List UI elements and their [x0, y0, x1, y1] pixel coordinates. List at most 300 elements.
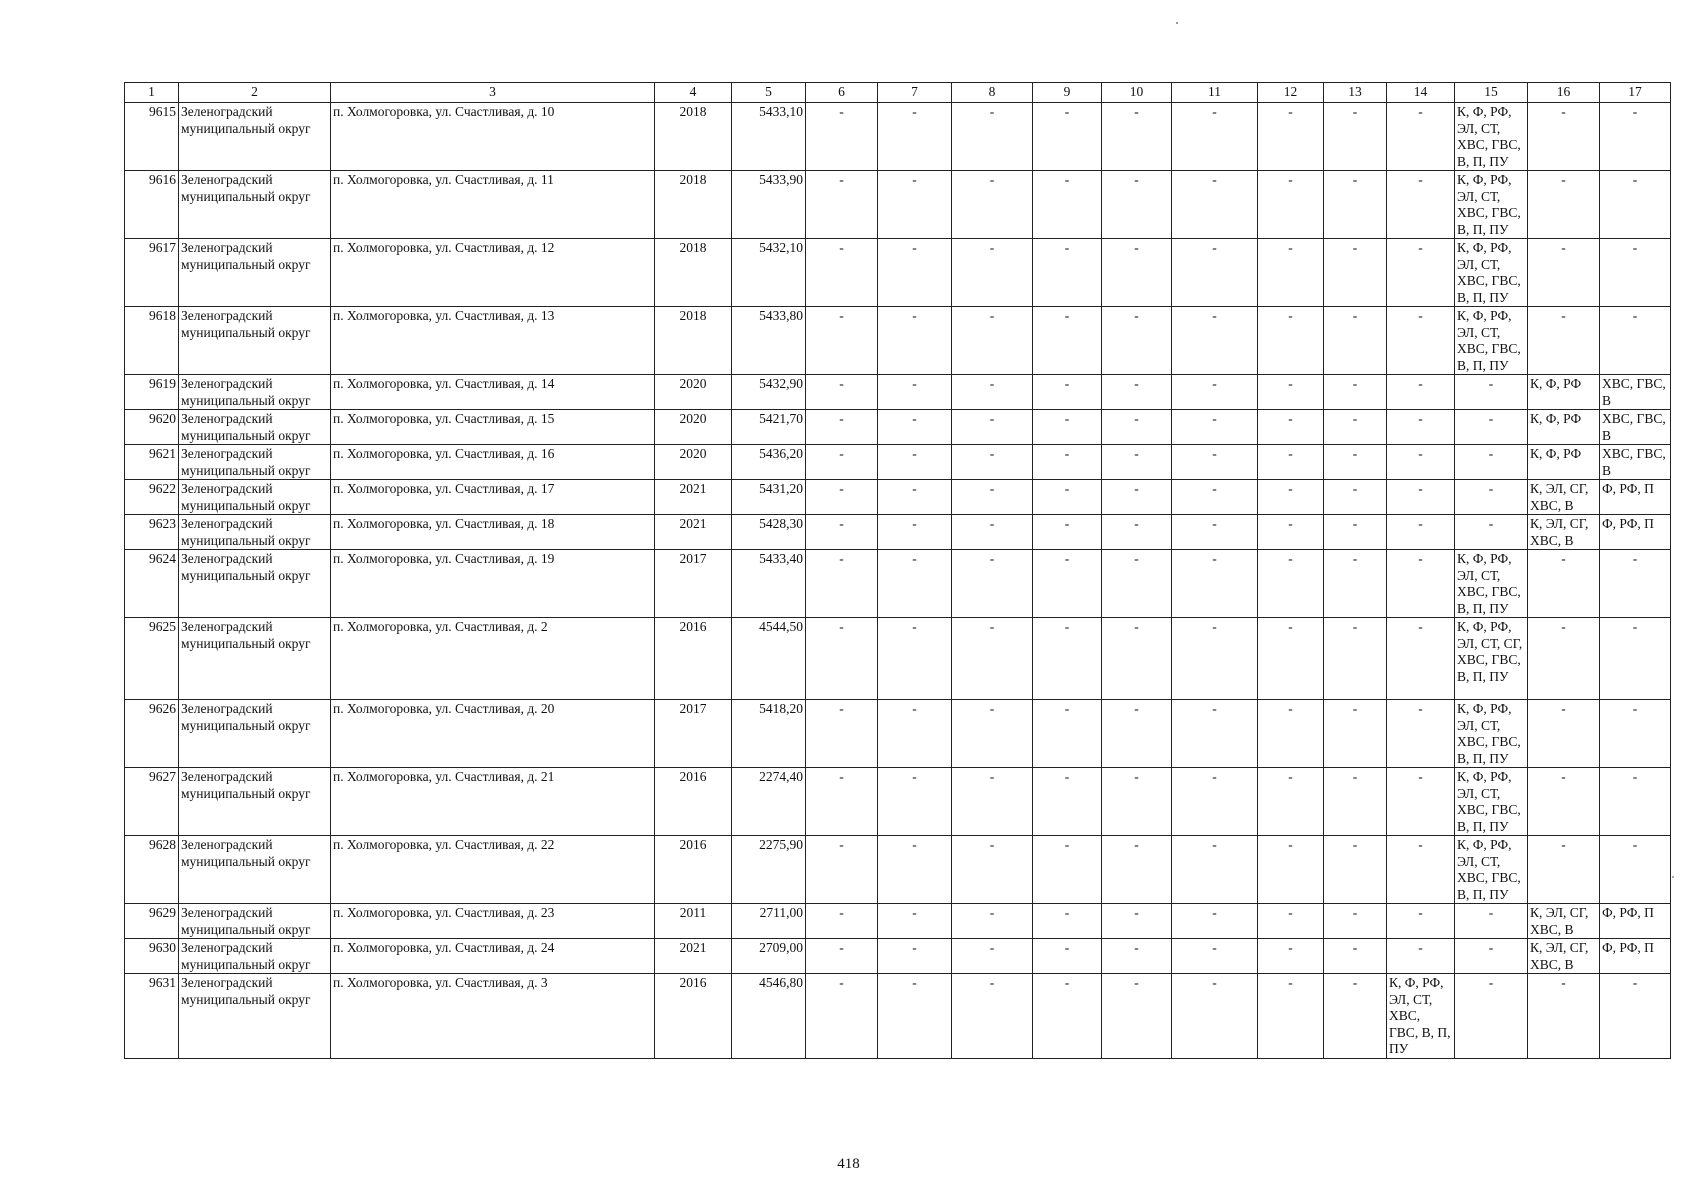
- row-number-cell: 9623: [125, 515, 179, 550]
- work-type-cell: -: [1102, 375, 1172, 410]
- area-cell: 5432,90: [732, 375, 806, 410]
- work-type-cell: -: [1258, 375, 1324, 410]
- work-type-cell: -: [1102, 239, 1172, 307]
- row-number-cell: 9618: [125, 307, 179, 375]
- work-type-cell: -: [1102, 171, 1172, 239]
- table-row: [125, 410, 1671, 445]
- area-cell: 2274,40: [732, 768, 806, 836]
- table-row: [125, 375, 1671, 410]
- area-cell: 5418,20: [732, 700, 806, 768]
- table-row: [125, 618, 1671, 700]
- year-cell: 2020: [655, 410, 732, 445]
- work-type-cell: -: [1324, 410, 1387, 445]
- work-type-cell: -: [1324, 618, 1387, 700]
- work-type-cell: -: [1324, 974, 1387, 1059]
- work-type-cell: -: [1033, 307, 1102, 375]
- table-body: [125, 103, 1671, 1059]
- work-type-cell: -: [1258, 836, 1324, 904]
- work-type-cell: -: [1600, 700, 1671, 768]
- column-header: 3: [331, 83, 655, 103]
- year-cell: 2016: [655, 836, 732, 904]
- work-type-cell: -: [1387, 550, 1455, 618]
- row-number-cell: 9621: [125, 445, 179, 480]
- work-type-cell: -: [1324, 171, 1387, 239]
- row-number-cell: 9628: [125, 836, 179, 904]
- work-type-cell: -: [1102, 515, 1172, 550]
- table-row: [125, 904, 1671, 939]
- work-type-cell: -: [1528, 618, 1600, 700]
- district-cell: Зеленоградский муниципальный округ: [179, 307, 331, 375]
- column-header: 15: [1455, 83, 1528, 103]
- address-cell: п. Холмогоровка, ул. Счастливая, д. 17: [331, 480, 655, 515]
- work-type-cell: -: [1455, 480, 1528, 515]
- year-cell: 2021: [655, 515, 732, 550]
- area-cell: 2711,00: [732, 904, 806, 939]
- work-type-cell: -: [878, 768, 952, 836]
- area-cell: 5433,90: [732, 171, 806, 239]
- work-type-cell: Ф, РФ, П: [1600, 480, 1671, 515]
- row-number-cell: 9626: [125, 700, 179, 768]
- work-type-cell: -: [806, 480, 878, 515]
- work-type-cell: -: [1324, 700, 1387, 768]
- area-cell: 2275,90: [732, 836, 806, 904]
- work-type-cell: К, Ф, РФ: [1528, 445, 1600, 480]
- district-cell: Зеленоградский муниципальный округ: [179, 445, 331, 480]
- work-type-cell: -: [952, 239, 1033, 307]
- work-type-cell: -: [1172, 768, 1258, 836]
- year-cell: 2018: [655, 239, 732, 307]
- work-type-cell: -: [1258, 768, 1324, 836]
- work-type-cell: Ф, РФ, П: [1600, 939, 1671, 974]
- work-type-cell: -: [1258, 445, 1324, 480]
- column-header: 16: [1528, 83, 1600, 103]
- work-type-cell: -: [878, 103, 952, 171]
- work-type-cell: -: [1172, 103, 1258, 171]
- address-cell: п. Холмогоровка, ул. Счастливая, д. 12: [331, 239, 655, 307]
- work-type-cell: -: [878, 939, 952, 974]
- column-header: 5: [732, 83, 806, 103]
- work-type-cell: -: [1600, 550, 1671, 618]
- work-type-cell: -: [1102, 974, 1172, 1059]
- work-type-cell: -: [1258, 974, 1324, 1059]
- work-type-cell: -: [1324, 445, 1387, 480]
- work-type-cell: -: [1172, 410, 1258, 445]
- work-type-cell: -: [1172, 618, 1258, 700]
- row-number-cell: 9625: [125, 618, 179, 700]
- district-cell: Зеленоградский муниципальный округ: [179, 700, 331, 768]
- work-type-cell: -: [1172, 375, 1258, 410]
- work-type-cell: -: [1102, 445, 1172, 480]
- work-type-cell: -: [1387, 445, 1455, 480]
- work-type-cell: -: [1387, 239, 1455, 307]
- address-cell: п. Холмогоровка, ул. Счастливая, д. 14: [331, 375, 655, 410]
- row-number-cell: 9615: [125, 103, 179, 171]
- work-type-cell: -: [1528, 307, 1600, 375]
- work-type-cell: Ф, РФ, П: [1600, 515, 1671, 550]
- work-type-cell: -: [878, 700, 952, 768]
- work-type-cell: -: [1172, 974, 1258, 1059]
- work-type-cell: К, Ф, РФ: [1528, 410, 1600, 445]
- work-type-cell: -: [1455, 375, 1528, 410]
- work-type-cell: -: [1387, 410, 1455, 445]
- address-cell: п. Холмогоровка, ул. Счастливая, д. 20: [331, 700, 655, 768]
- work-type-cell: -: [878, 239, 952, 307]
- column-header: 10: [1102, 83, 1172, 103]
- column-header: 9: [1033, 83, 1102, 103]
- work-type-cell: -: [952, 307, 1033, 375]
- work-type-cell: -: [806, 904, 878, 939]
- address-cell: п. Холмогоровка, ул. Счастливая, д. 10: [331, 103, 655, 171]
- work-type-cell: -: [1600, 239, 1671, 307]
- district-cell: Зеленоградский муниципальный округ: [179, 239, 331, 307]
- work-type-cell: -: [1455, 974, 1528, 1059]
- work-type-cell: -: [1528, 239, 1600, 307]
- work-type-cell: ХВС, ГВС, В: [1600, 375, 1671, 410]
- address-cell: п. Холмогоровка, ул. Счастливая, д. 22: [331, 836, 655, 904]
- work-type-cell: -: [1387, 618, 1455, 700]
- work-type-cell: -: [1258, 103, 1324, 171]
- work-type-cell: -: [1324, 836, 1387, 904]
- district-cell: Зеленоградский муниципальный округ: [179, 974, 331, 1059]
- work-type-cell: -: [878, 904, 952, 939]
- work-type-cell: -: [1387, 307, 1455, 375]
- work-type-cell: -: [1033, 904, 1102, 939]
- work-type-cell: -: [1387, 103, 1455, 171]
- work-type-cell: -: [878, 307, 952, 375]
- work-type-cell: -: [1258, 904, 1324, 939]
- year-cell: 2021: [655, 480, 732, 515]
- work-type-cell: -: [1172, 515, 1258, 550]
- work-type-cell: -: [878, 410, 952, 445]
- work-type-cell: К, Ф, РФ: [1528, 375, 1600, 410]
- work-type-cell: -: [1387, 700, 1455, 768]
- year-cell: 2016: [655, 974, 732, 1059]
- work-type-cell: -: [1102, 939, 1172, 974]
- work-type-cell: -: [878, 515, 952, 550]
- work-type-cell: К, Ф, РФ, ЭЛ, СТ, ХВС, ГВС, В, П, ПУ: [1387, 974, 1455, 1059]
- column-header: 14: [1387, 83, 1455, 103]
- work-type-cell: -: [806, 618, 878, 700]
- work-type-cell: -: [1033, 103, 1102, 171]
- year-cell: 2017: [655, 550, 732, 618]
- table-row: [125, 768, 1671, 836]
- work-type-cell: -: [952, 700, 1033, 768]
- work-type-cell: -: [952, 618, 1033, 700]
- work-type-cell: -: [878, 618, 952, 700]
- work-type-cell: -: [1172, 307, 1258, 375]
- work-type-cell: К, Ф, РФ, ЭЛ, СТ, ХВС, ГВС, В, П, ПУ: [1455, 700, 1528, 768]
- work-type-cell: -: [1172, 550, 1258, 618]
- work-type-cell: -: [878, 836, 952, 904]
- work-type-cell: -: [1102, 618, 1172, 700]
- work-type-cell: -: [952, 103, 1033, 171]
- work-type-cell: -: [878, 445, 952, 480]
- work-type-cell: -: [1172, 480, 1258, 515]
- column-header: 2: [179, 83, 331, 103]
- work-type-cell: -: [1102, 550, 1172, 618]
- work-type-cell: -: [1258, 410, 1324, 445]
- work-type-cell: -: [806, 307, 878, 375]
- work-type-cell: К, Ф, РФ, ЭЛ, СТ, ХВС, ГВС, В, П, ПУ: [1455, 836, 1528, 904]
- work-type-cell: -: [1600, 171, 1671, 239]
- work-type-cell: -: [1528, 700, 1600, 768]
- work-type-cell: -: [1324, 307, 1387, 375]
- work-type-cell: -: [952, 515, 1033, 550]
- year-cell: 2018: [655, 103, 732, 171]
- work-type-cell: -: [1528, 103, 1600, 171]
- work-type-cell: -: [1258, 618, 1324, 700]
- work-type-cell: -: [806, 410, 878, 445]
- work-type-cell: -: [1102, 410, 1172, 445]
- work-type-cell: К, ЭЛ, СГ, ХВС, В: [1528, 480, 1600, 515]
- year-cell: 2020: [655, 375, 732, 410]
- work-type-cell: -: [1033, 515, 1102, 550]
- work-type-cell: -: [1258, 939, 1324, 974]
- work-type-cell: -: [1102, 480, 1172, 515]
- work-type-cell: -: [1033, 445, 1102, 480]
- year-cell: 2016: [655, 618, 732, 700]
- work-type-cell: К, Ф, РФ, ЭЛ, СТ, ХВС, ГВС, В, П, ПУ: [1455, 103, 1528, 171]
- work-type-cell: -: [952, 768, 1033, 836]
- work-type-cell: -: [878, 480, 952, 515]
- work-type-cell: -: [1387, 904, 1455, 939]
- work-type-cell: -: [1033, 618, 1102, 700]
- work-type-cell: -: [1033, 410, 1102, 445]
- district-cell: Зеленоградский муниципальный округ: [179, 939, 331, 974]
- district-cell: Зеленоградский муниципальный округ: [179, 904, 331, 939]
- row-number-cell: 9631: [125, 974, 179, 1059]
- district-cell: Зеленоградский муниципальный округ: [179, 103, 331, 171]
- work-type-cell: -: [1324, 375, 1387, 410]
- work-type-cell: -: [952, 171, 1033, 239]
- row-number-cell: 9619: [125, 375, 179, 410]
- work-type-cell: -: [878, 171, 952, 239]
- column-header: 1: [125, 83, 179, 103]
- address-cell: п. Холмогоровка, ул. Счастливая, д. 3: [331, 974, 655, 1059]
- column-header: 8: [952, 83, 1033, 103]
- row-number-cell: 9624: [125, 550, 179, 618]
- work-type-cell: -: [1387, 375, 1455, 410]
- work-type-cell: -: [1033, 171, 1102, 239]
- scan-speck: [1176, 22, 1178, 24]
- table-row: [125, 445, 1671, 480]
- address-cell: п. Холмогоровка, ул. Счастливая, д. 13: [331, 307, 655, 375]
- work-type-cell: -: [952, 836, 1033, 904]
- work-type-cell: -: [1102, 103, 1172, 171]
- address-cell: п. Холмогоровка, ул. Счастливая, д. 15: [331, 410, 655, 445]
- work-type-cell: К, Ф, РФ, ЭЛ, СТ, СГ, ХВС, ГВС, В, П, ПУ: [1455, 618, 1528, 700]
- work-type-cell: -: [1102, 768, 1172, 836]
- row-number-cell: 9622: [125, 480, 179, 515]
- work-type-cell: -: [1102, 904, 1172, 939]
- work-type-cell: ХВС, ГВС, В: [1600, 445, 1671, 480]
- work-type-cell: -: [1455, 939, 1528, 974]
- area-cell: 5436,20: [732, 445, 806, 480]
- work-type-cell: К, ЭЛ, СГ, ХВС, В: [1528, 939, 1600, 974]
- work-type-cell: -: [1600, 307, 1671, 375]
- district-cell: Зеленоградский муниципальный округ: [179, 836, 331, 904]
- area-cell: 5433,10: [732, 103, 806, 171]
- column-header: 6: [806, 83, 878, 103]
- table-row: [125, 103, 1671, 171]
- table-row: [125, 836, 1671, 904]
- table-row: [125, 307, 1671, 375]
- work-type-cell: -: [1528, 550, 1600, 618]
- work-type-cell: -: [952, 445, 1033, 480]
- row-number-cell: 9629: [125, 904, 179, 939]
- work-type-cell: -: [806, 239, 878, 307]
- area-cell: 5428,30: [732, 515, 806, 550]
- work-type-cell: -: [1528, 171, 1600, 239]
- work-type-cell: -: [1258, 700, 1324, 768]
- work-type-cell: -: [806, 550, 878, 618]
- work-type-cell: -: [1528, 974, 1600, 1059]
- address-cell: п. Холмогоровка, ул. Счастливая, д. 24: [331, 939, 655, 974]
- table-row: [125, 700, 1671, 768]
- scan-speck: [1672, 876, 1674, 878]
- work-type-cell: -: [1324, 904, 1387, 939]
- area-cell: 5433,80: [732, 307, 806, 375]
- year-cell: 2018: [655, 171, 732, 239]
- work-type-cell: -: [952, 410, 1033, 445]
- work-type-cell: -: [1324, 239, 1387, 307]
- area-cell: 4544,50: [732, 618, 806, 700]
- work-type-cell: -: [1172, 171, 1258, 239]
- work-type-cell: -: [806, 974, 878, 1059]
- work-type-cell: К, Ф, РФ, ЭЛ, СТ, ХВС, ГВС, В, П, ПУ: [1455, 171, 1528, 239]
- column-header: 12: [1258, 83, 1324, 103]
- table-row: [125, 550, 1671, 618]
- address-cell: п. Холмогоровка, ул. Счастливая, д. 23: [331, 904, 655, 939]
- work-type-cell: -: [806, 939, 878, 974]
- work-type-cell: -: [1258, 550, 1324, 618]
- work-type-cell: -: [1033, 375, 1102, 410]
- work-type-cell: -: [1033, 239, 1102, 307]
- address-cell: п. Холмогоровка, ул. Счастливая, д. 2: [331, 618, 655, 700]
- work-type-cell: -: [1455, 515, 1528, 550]
- work-type-cell: -: [1387, 836, 1455, 904]
- work-type-cell: -: [1600, 974, 1671, 1059]
- work-type-cell: -: [1455, 904, 1528, 939]
- work-type-cell: -: [1033, 836, 1102, 904]
- area-cell: 5421,70: [732, 410, 806, 445]
- work-type-cell: -: [1528, 768, 1600, 836]
- work-type-cell: -: [806, 103, 878, 171]
- work-type-cell: -: [1324, 768, 1387, 836]
- table-row: [125, 939, 1671, 974]
- work-type-cell: -: [1172, 904, 1258, 939]
- table-row: [125, 239, 1671, 307]
- address-cell: п. Холмогоровка, ул. Счастливая, д. 19: [331, 550, 655, 618]
- address-cell: п. Холмогоровка, ул. Счастливая, д. 16: [331, 445, 655, 480]
- work-type-cell: -: [952, 974, 1033, 1059]
- district-cell: Зеленоградский муниципальный округ: [179, 375, 331, 410]
- address-cell: п. Холмогоровка, ул. Счастливая, д. 21: [331, 768, 655, 836]
- register-table: [124, 82, 1671, 1059]
- work-type-cell: -: [878, 974, 952, 1059]
- work-type-cell: -: [1324, 103, 1387, 171]
- column-header: 13: [1324, 83, 1387, 103]
- work-type-cell: -: [952, 480, 1033, 515]
- year-cell: 2017: [655, 700, 732, 768]
- work-type-cell: -: [1258, 171, 1324, 239]
- district-cell: Зеленоградский муниципальный округ: [179, 480, 331, 515]
- work-type-cell: -: [1172, 445, 1258, 480]
- work-type-cell: -: [1033, 939, 1102, 974]
- work-type-cell: К, Ф, РФ, ЭЛ, СТ, ХВС, ГВС, В, П, ПУ: [1455, 550, 1528, 618]
- district-cell: Зеленоградский муниципальный округ: [179, 618, 331, 700]
- work-type-cell: -: [1033, 700, 1102, 768]
- work-type-cell: -: [1172, 239, 1258, 307]
- work-type-cell: -: [1172, 700, 1258, 768]
- column-header: 17: [1600, 83, 1671, 103]
- work-type-cell: -: [1600, 103, 1671, 171]
- work-type-cell: -: [1324, 939, 1387, 974]
- column-header: 7: [878, 83, 952, 103]
- district-cell: Зеленоградский муниципальный округ: [179, 515, 331, 550]
- work-type-cell: -: [1455, 410, 1528, 445]
- address-cell: п. Холмогоровка, ул. Счастливая, д. 18: [331, 515, 655, 550]
- work-type-cell: -: [1528, 836, 1600, 904]
- row-number-cell: 9620: [125, 410, 179, 445]
- area-cell: 4546,80: [732, 974, 806, 1059]
- work-type-cell: -: [1387, 480, 1455, 515]
- work-type-cell: -: [1387, 939, 1455, 974]
- row-number-cell: 9627: [125, 768, 179, 836]
- table-row: [125, 974, 1671, 1059]
- work-type-cell: К, ЭЛ, СГ, ХВС, В: [1528, 515, 1600, 550]
- work-type-cell: -: [1033, 974, 1102, 1059]
- column-header: 11: [1172, 83, 1258, 103]
- work-type-cell: -: [1324, 515, 1387, 550]
- header-row: [125, 83, 1671, 103]
- year-cell: 2020: [655, 445, 732, 480]
- work-type-cell: -: [806, 515, 878, 550]
- area-cell: 5432,10: [732, 239, 806, 307]
- work-type-cell: ХВС, ГВС, В: [1600, 410, 1671, 445]
- row-number-cell: 9630: [125, 939, 179, 974]
- work-type-cell: К, Ф, РФ, ЭЛ, СТ, ХВС, ГВС, В, П, ПУ: [1455, 307, 1528, 375]
- district-cell: Зеленоградский муниципальный округ: [179, 768, 331, 836]
- work-type-cell: -: [806, 445, 878, 480]
- work-type-cell: -: [806, 375, 878, 410]
- work-type-cell: -: [1324, 550, 1387, 618]
- work-type-cell: -: [806, 768, 878, 836]
- area-cell: 5431,20: [732, 480, 806, 515]
- work-type-cell: -: [1102, 307, 1172, 375]
- work-type-cell: -: [1387, 768, 1455, 836]
- row-number-cell: 9617: [125, 239, 179, 307]
- address-cell: п. Холмогоровка, ул. Счастливая, д. 11: [331, 171, 655, 239]
- district-cell: Зеленоградский муниципальный округ: [179, 410, 331, 445]
- work-type-cell: -: [1172, 939, 1258, 974]
- work-type-cell: -: [1258, 515, 1324, 550]
- work-type-cell: -: [952, 550, 1033, 618]
- table-row: [125, 515, 1671, 550]
- row-number-cell: 9616: [125, 171, 179, 239]
- table-row: [125, 171, 1671, 239]
- work-type-cell: -: [1387, 515, 1455, 550]
- work-type-cell: -: [1258, 307, 1324, 375]
- work-type-cell: -: [1600, 618, 1671, 700]
- work-type-cell: -: [806, 171, 878, 239]
- work-type-cell: -: [1033, 550, 1102, 618]
- table-row: [125, 480, 1671, 515]
- work-type-cell: К, ЭЛ, СГ, ХВС, В: [1528, 904, 1600, 939]
- work-type-cell: -: [1600, 768, 1671, 836]
- year-cell: 2018: [655, 307, 732, 375]
- work-type-cell: -: [952, 375, 1033, 410]
